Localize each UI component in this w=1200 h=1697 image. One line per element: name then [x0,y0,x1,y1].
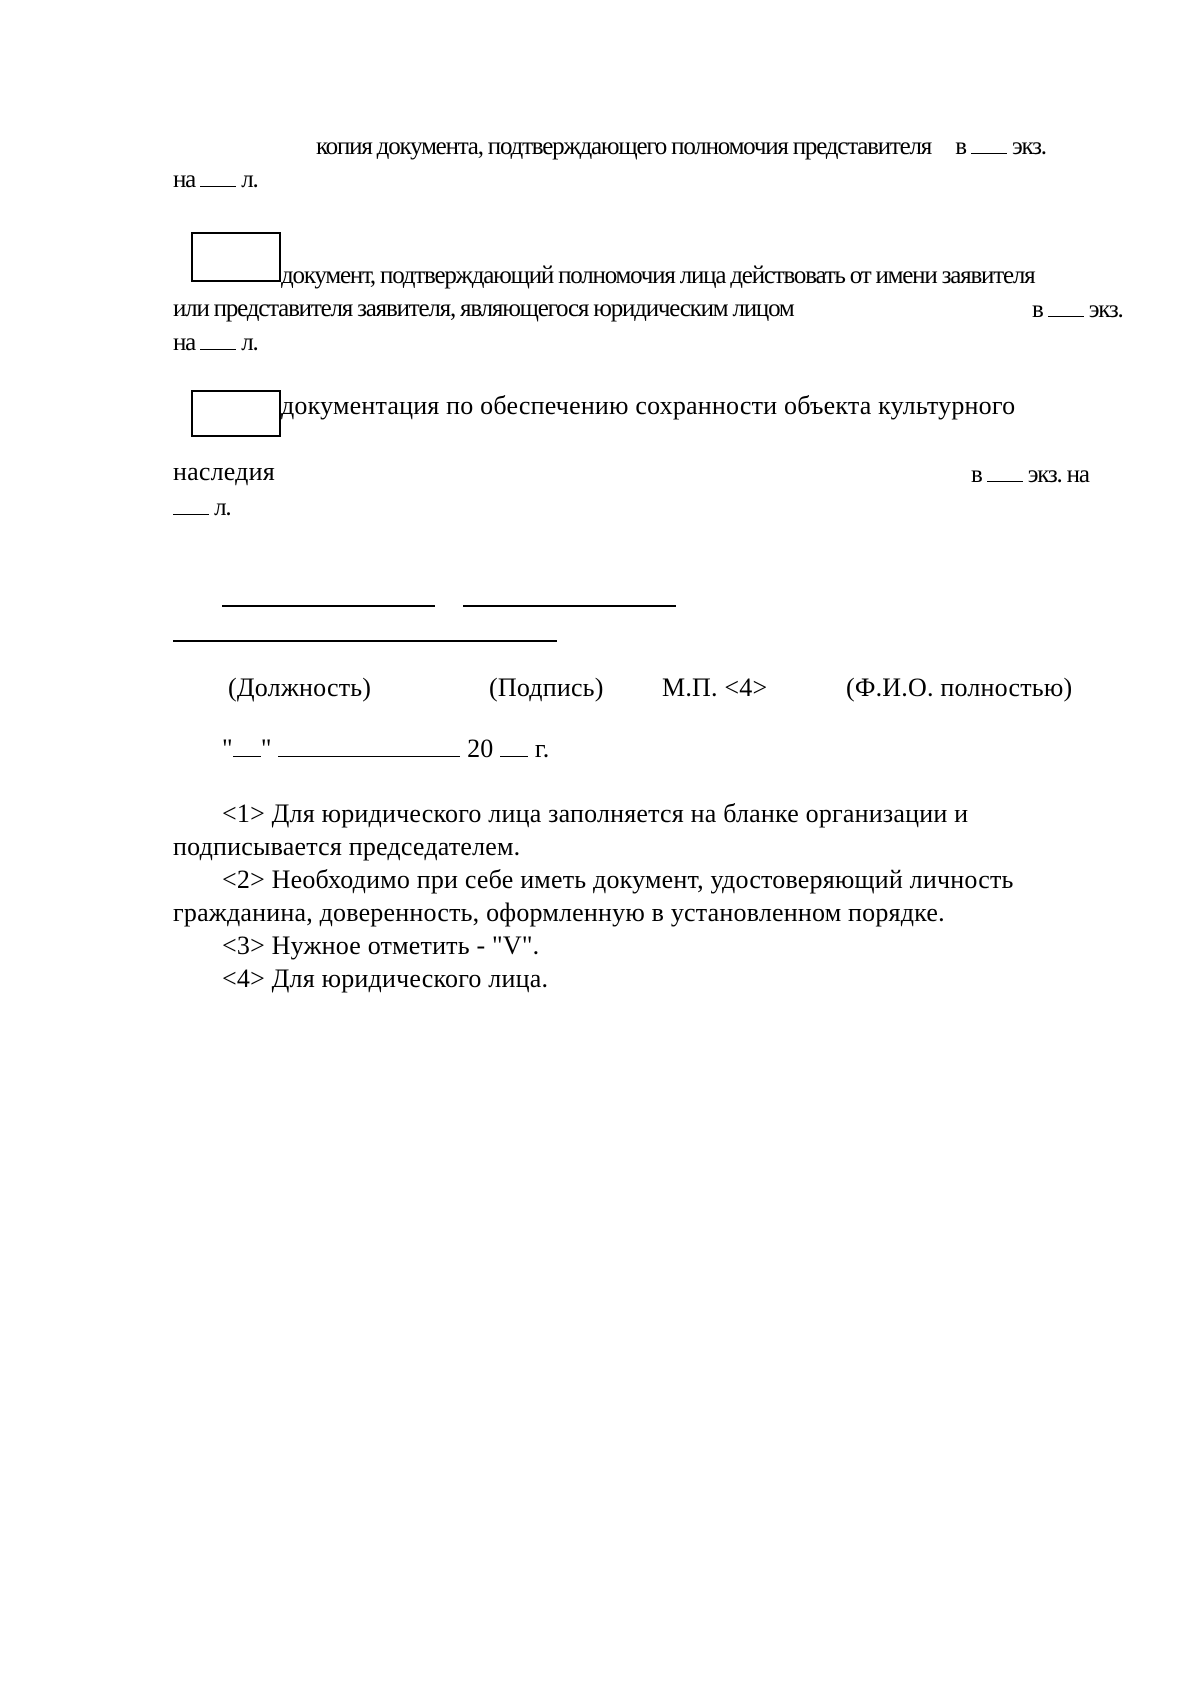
item-authority-sheets [173,329,258,355]
sheets-prefix: на [173,329,196,356]
copies-suffix: экз. на [1027,461,1089,488]
copies-suffix: экз. [1011,133,1046,160]
sheets-suffix: л. [241,329,258,356]
copies-suffix: экз. [1088,296,1123,323]
signature-label: (Подпись) [489,673,604,702]
date-line [222,736,550,762]
sheets-suffix: л. [214,494,231,521]
item-representative-copy [316,133,1046,159]
item-heritage-sheets [173,494,230,520]
copies-blank[interactable] [987,461,1023,482]
copies-prefix: в [955,133,966,160]
sheets-suffix: л. [241,166,258,193]
item-authority-line1: документ, подтверждающий полномочия лица действовать от имени заявителя [281,262,1035,289]
day-blank[interactable] [233,736,261,757]
footnote-4: <4> Для юридического лица. [222,964,549,993]
item-heritage-line2: наследия [173,457,275,486]
year-suffix: г. [534,734,550,763]
footnote-1-line1: <1> Для юридического лица заполняется на бланке организации и [222,799,969,828]
month-blank[interactable] [278,736,460,757]
footnote-2-line1: <2> Необходимо при себе иметь документ, удостоверяющий личность [222,865,1014,894]
sheets-blank[interactable] [173,494,209,515]
stamp-label: М.П. <4> [662,673,768,702]
quote-open: " [222,734,233,763]
item-representative-sheets [173,166,258,192]
fullname-label: (Ф.И.О. полностью) [846,673,1073,702]
footnote-1-line2: подписывается председателем. [173,832,521,861]
copies-prefix: в [1032,296,1043,323]
checkbox-authority-document[interactable] [191,232,281,282]
copies-blank[interactable] [971,133,1007,154]
sheets-prefix: на [173,166,196,193]
checkbox-heritage-documentation[interactable] [191,390,281,437]
fullname-line[interactable] [173,640,557,642]
item-authority-line2: или представителя заявителя, являющегося юридическим лицом [173,295,794,322]
copies-blank[interactable] [1048,296,1084,317]
quote-close: " [260,734,272,763]
footnote-2-line2: гражданина, доверенность, оформленную в установленном порядке. [173,898,945,927]
item-authority-copies [1032,296,1123,322]
signature-line[interactable] [463,605,676,607]
footnote-3: <3> Нужное отметить - "V". [222,931,540,960]
position-label: (Должность) [228,673,372,702]
sheets-blank[interactable] [200,329,236,350]
copies-prefix: в [971,461,982,488]
year-prefix: 20 [467,734,494,763]
item-label: копия документа, подтверждающего полномочия представителя [316,133,932,160]
sheets-blank[interactable] [200,166,236,187]
year-blank[interactable] [500,736,528,757]
item-heritage-copies [971,461,1089,487]
position-line[interactable] [222,605,435,607]
item-heritage-line1: документация по обеспечению сохранности объекта культурного [281,391,1016,420]
